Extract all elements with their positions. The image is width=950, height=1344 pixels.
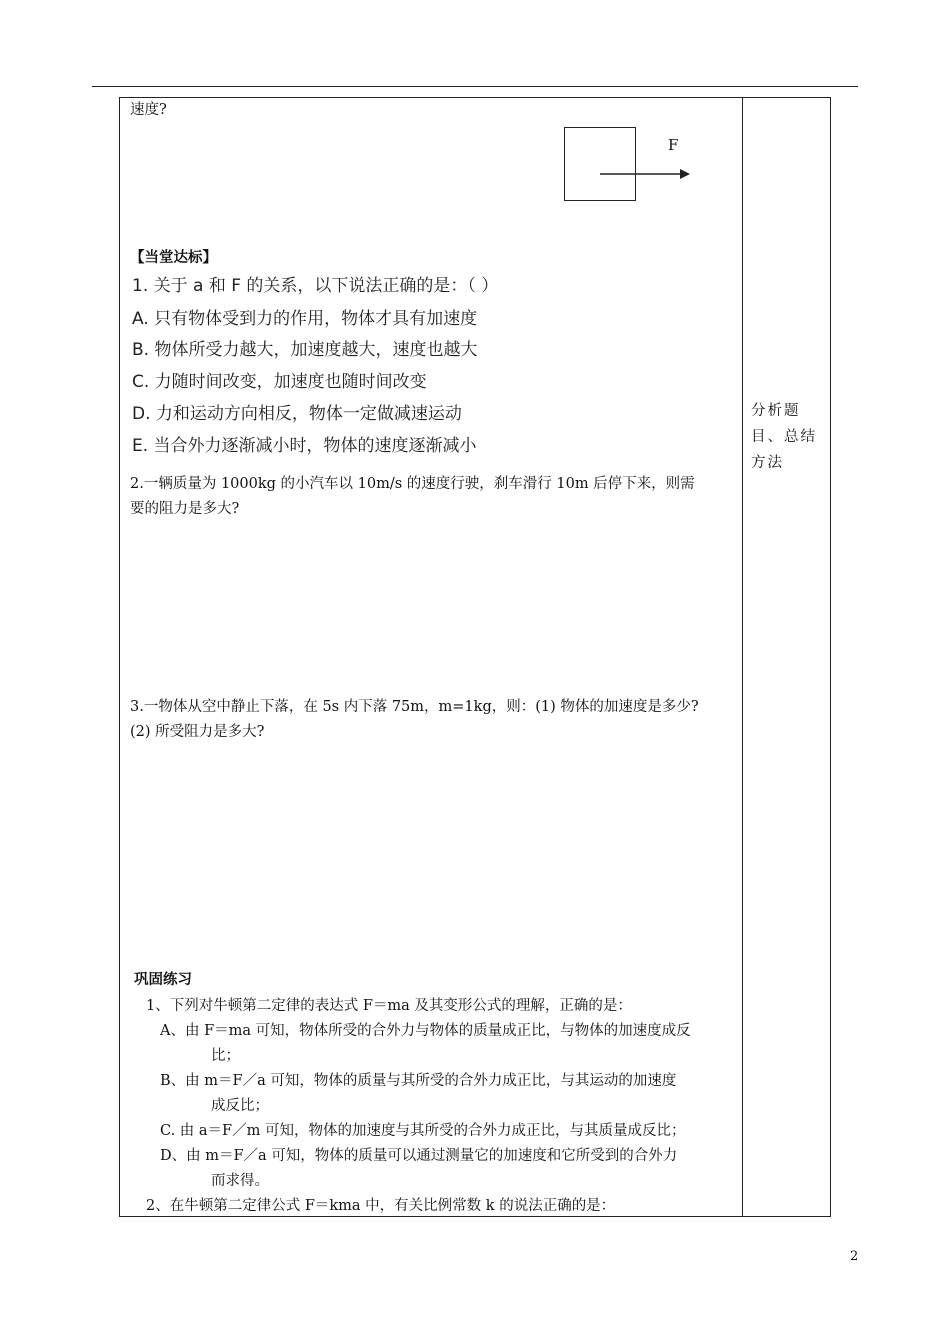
practice-q1-option-a-line2: 比；: [211, 1048, 240, 1064]
force-arrow-icon: [600, 164, 692, 184]
practice-q1-option-d-line1: D、由 m＝F／a 可知，物体的质量可以通过测量它的加速度和它所受到的合外力: [160, 1148, 678, 1164]
q3-line1: 3.一物体从空中静止下落，在 5s 内下落 75m，m=1kg，则：(1) 物体的加速度是多少?: [130, 699, 699, 715]
section-current-title: 【当堂达标】: [130, 250, 217, 266]
practice-q1-option-a-line1: A、由 F＝ma 可知，物体所受的合外力与物体的质量成正比，与物体的加速度成反: [160, 1023, 691, 1039]
q1-option-d: D. 力和运动方向相反，物体一定做减速运动: [132, 404, 462, 424]
practice-q1-option-d-line2: 而求得。: [211, 1173, 269, 1189]
side-note: 分析题目、总结方法: [751, 403, 817, 471]
q1-option-a: A. 只有物体受到力的作用，物体才具有加速度: [132, 309, 478, 329]
q1-option-c: C. 力随时间改变，加速度也随时间改变: [132, 372, 427, 392]
practice-q1-option-b-line1: B、由 m＝F／a 可知，物体的质量与其所受的合外力成正比，与其运动的加速度: [160, 1073, 677, 1089]
q3-line2: (2) 所受阻力是多大?: [130, 724, 265, 740]
practice-q1-option-c: C. 由 a＝F／m 可知，物体的加速度与其所受的合外力成正比，与其质量成反比；: [160, 1123, 686, 1139]
page-number: 2: [850, 1249, 859, 1264]
q1-option-e: E. 当合外力逐渐减小时，物体的速度逐渐减小: [132, 436, 477, 456]
q2-line2: 要的阻力是多大?: [130, 501, 240, 517]
practice-q1-stem: 1、下列对牛顿第二定律的表达式 F＝ma 及其变形公式的理解，正确的是：: [146, 998, 632, 1014]
q1-stem: 1. 关于 a 和 F 的关系，以下说法正确的是：（ ）: [132, 276, 499, 296]
column-divider: [742, 97, 743, 1217]
practice-q1-option-b-line2: 成反比；: [211, 1098, 269, 1114]
practice-q2-stem: 2、在牛顿第二定律公式 F＝kma 中，有关比例常数 k 的说法正确的是：: [146, 1198, 616, 1214]
q1-option-b: B. 物体所受力越大，加速度越大，速度也越大: [132, 340, 478, 360]
practice-title: 巩固练习: [134, 972, 192, 988]
force-label: F: [668, 136, 679, 154]
q2-line1: 2.一辆质量为 1000kg 的小汽车以 10m/s 的速度行驶，刹车滑行 10m 后停下来，则需: [130, 476, 695, 492]
header-rule: [92, 86, 858, 87]
top-text: 速度?: [130, 102, 167, 118]
